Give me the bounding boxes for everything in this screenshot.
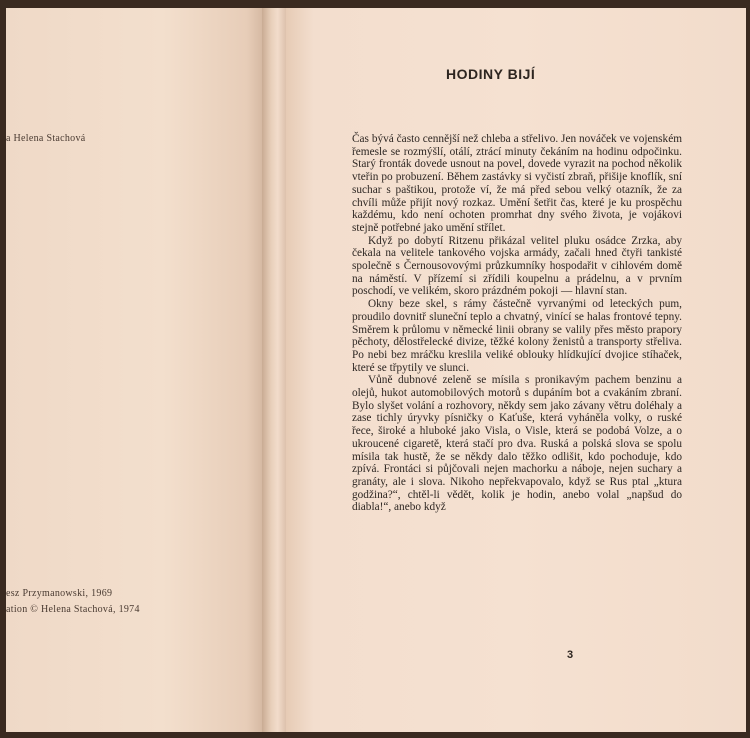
- chapter-title: HODINY BIJÍ: [446, 66, 536, 82]
- translation-copyright-line: ation © Helena Stachová, 1974: [6, 604, 140, 615]
- copyright-line: esz Przymanowski, 1969: [6, 588, 113, 599]
- translator-credit: a Helena Stachová: [6, 133, 86, 144]
- paragraph: Okny beze skel, s rámy částečně vyrvanými od leteckých pum, proudilo dovnitř sluneční teplo a chvatný, vinící se halas frontové tepny. Směrem k průlomu v německé linii obrany se valily přes město prapory pěchoty, dělostřelecké divize, těžké kolony ženistů a transporty střeliva. Po nebi bez mráčku kreslila veliké oblouky hlídkující dvojice stíhaček, které se třpytily ve slunci.: [352, 298, 682, 374]
- paragraph: Čas bývá často cennější než chleba a střelivo. Jen nováček ve vojenském řemesle se rozmýšlí, otálí, ztrácí minuty čekáním na hodinu odpočinku. Starý fronták dovede usnout na povel, dovede vyrazit na pochod několik vteřin po probuzení. Během zastávky si vyčistí zbraň, přišije knoflík, sní suchar s paštikou, protože ví, že má před sebou velký otazník, že za chvíli může přijít nový rozkaz. Umění šetřit čas, které je ku prospěchu každému, kdo není ochoten promrhat dny svého života, je vojákovi stejně potřebné jako umění střílet.: [352, 133, 682, 234]
- page-number: 3: [567, 649, 574, 661]
- chapter-body: [352, 133, 682, 514]
- paragraph: Vůně dubnové zeleně se mísila s pronikavým pachem benzinu a olejů, hukot automobilových motorů s dupáním bot a cvakáním zbraní. Bylo slyšet volání a rozhovory, někdy sem jako závany větru doléhaly a zase tichly úryvky písničky o Kaťuše, která vyháněla volky, o ruské řece, široké a hluboké jako Visla, o Visle, která se podobá Volze, a o ukroucené cigaretě, která stačí pro dva. Ruská a polská slova se spolu mísila tak hustě, že se někdy dalo těžko odlišit, kdo pochoduje, kdo zpívá. Frontáci si půjčovali nejen machorku a náboje, nejen suchary a granáty, ale i slova. Nikoho nepřekvapovalo, když se Rus ptal „ktura godžina?“, chtěl-li vědět, kolik je hodin, anebo volal „napšud do diabla!“, anebo když: [352, 374, 682, 514]
- left-page: [6, 8, 268, 732]
- book-gutter: [262, 8, 288, 732]
- paragraph: Když po dobytí Ritzenu přikázal velitel pluku osádce Zrzka, aby čekala na velitele tankového vojska armády, začali hned čtyři tankisté společně s Černousovovými průzkumníky hospodařit v cihlovém domě na náměstí. V přízemí si zřídili koupelnu a prádelnu, a v prvním poschodí, ve velikém, skoro prázdném pokoji — hlavní stan.: [352, 234, 682, 298]
- right-page: [286, 8, 746, 732]
